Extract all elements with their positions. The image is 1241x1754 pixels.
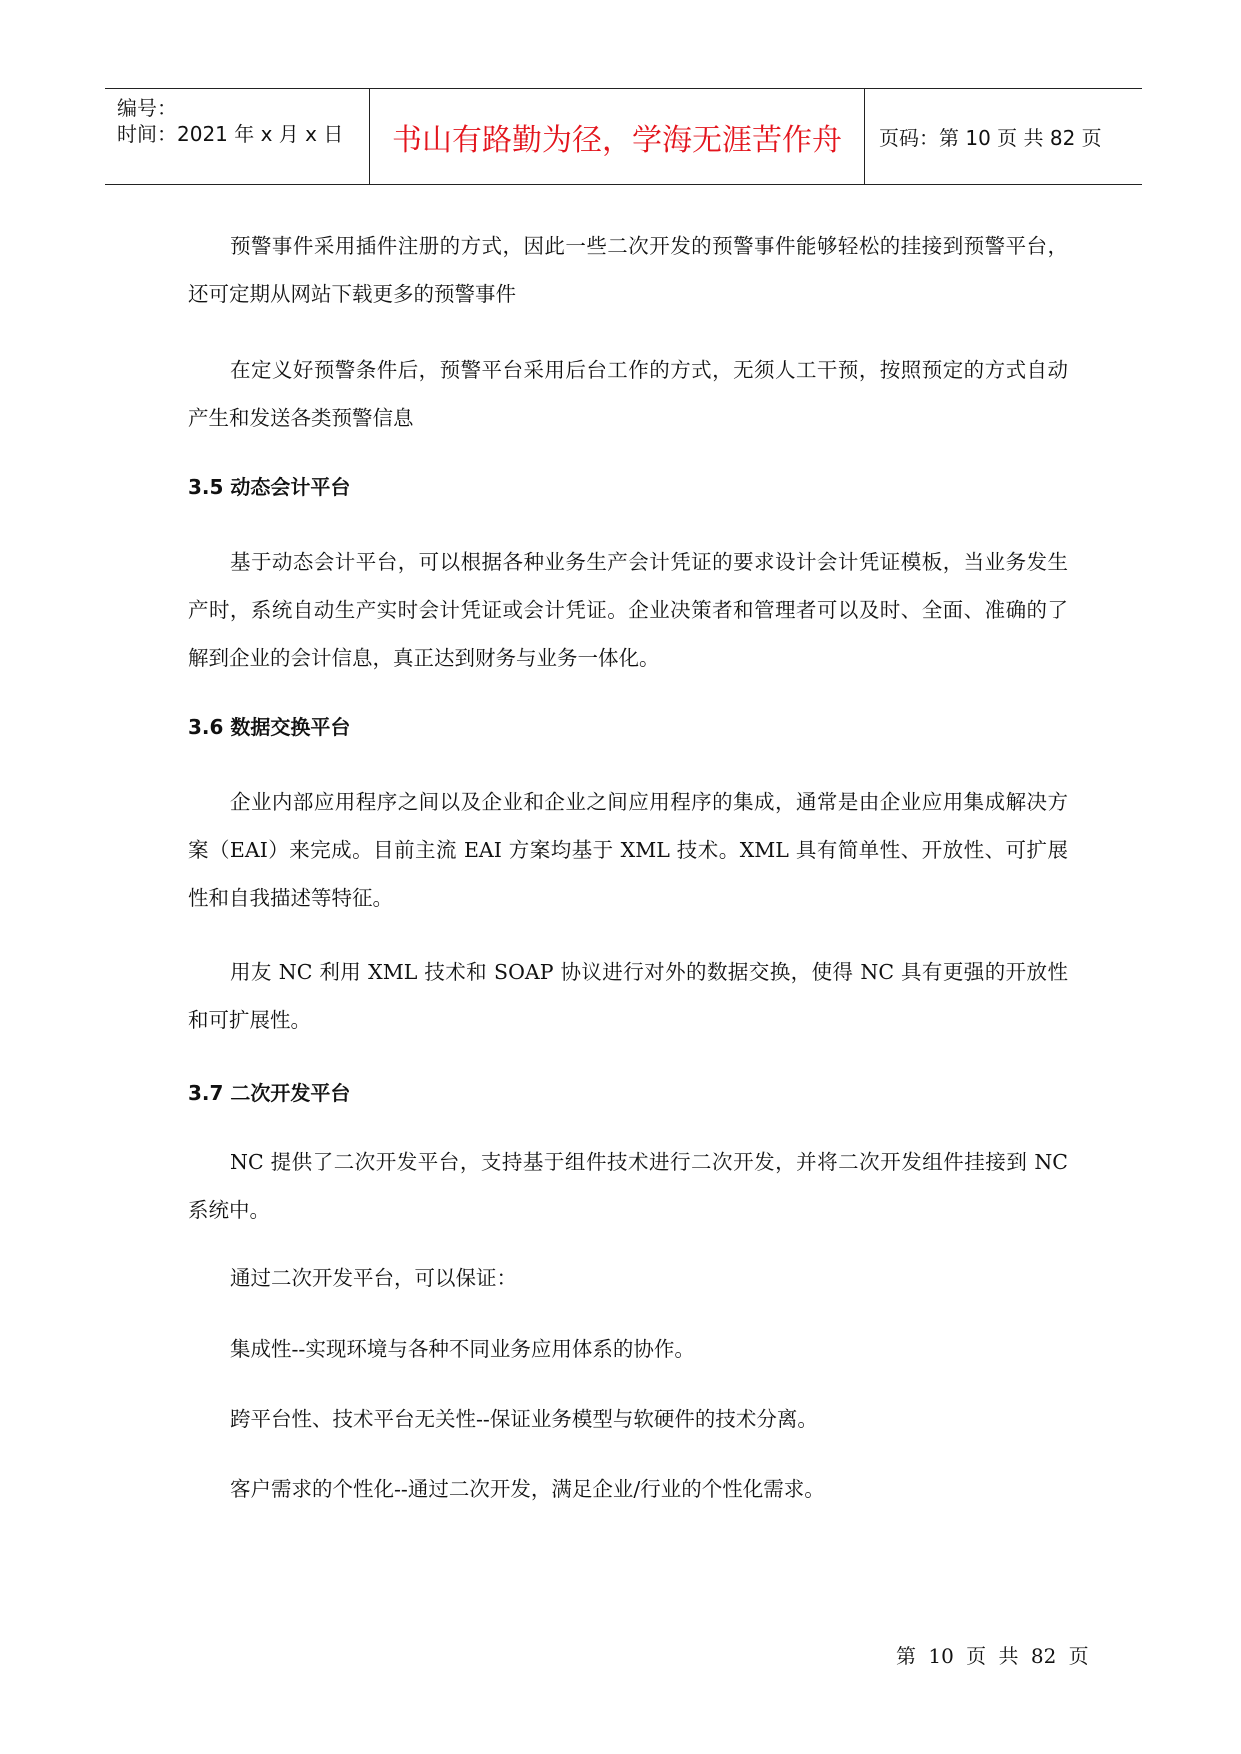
list-item-integration: 集成性--实现环境与各种不同业务应用体系的协作。 — [230, 1337, 695, 1361]
document-time-label: 时间：2021 年 x 月 x 日 — [117, 122, 344, 146]
paragraph-eai-integration: 企业内部应用程序之间以及企业和企业之间应用程序的集成，通常是由企业应用集成解决方案（EAI）来完成。目前主流 EAI 方案均基于 XML 技术。XML 具有简单性、开放性、可扩展性和自我描述等特征。 — [188, 790, 1068, 910]
header-page-info — [865, 89, 1142, 184]
header-motto — [370, 89, 865, 184]
list-item-guarantee-intro: 通过二次开发平台，可以保证： — [230, 1266, 517, 1290]
list-item-cross-platform: 跨平台性、技术平台无关性--保证业务模型与软硬件的技术分离。 — [230, 1407, 818, 1431]
page-footer-number: 第 10 页 共 82 页 — [896, 1644, 1089, 1668]
paragraph-dynamic-accounting: 基于动态会计平台，可以根据各种业务生产会计凭证的要求设计会计凭证模板，当业务发生产时，系统自动生产实时会计凭证或会计凭证。企业决策者和管理者可以及时、全面、准确的了解到企业的会计信息，真正达到财务与业务一体化。 — [188, 550, 1068, 670]
paragraph-warning-plugin: 预警事件采用插件注册的方式，因此一些二次开发的预警事件能够轻松的挂接到预警平台，还可定期从网站下载更多的预警事件 — [188, 234, 1068, 306]
section-heading-3-6: 3.6 数据交换平台 — [188, 715, 351, 739]
paragraph-xml-soap: 用友 NC 利用 XML 技术和 SOAP 协议进行对外的数据交换，使得 NC 具有更强的开放性和可扩展性。 — [188, 960, 1068, 1032]
document-number-label: 编号： — [117, 96, 177, 120]
list-item-personalization: 客户需求的个性化--通过二次开发，满足企业/行业的个性化需求。 — [230, 1477, 825, 1501]
section-heading-3-5: 3.5 动态会计平台 — [188, 475, 351, 499]
section-heading-3-7: 3.7 二次开发平台 — [188, 1081, 351, 1105]
motto-text: 书山有路勤为径，学海无涯苦作舟 — [392, 122, 842, 158]
page-header — [105, 88, 1142, 185]
page-info-text: 页码：第 10 页 共 82 页 — [879, 126, 1102, 150]
header-meta — [105, 89, 370, 184]
paragraph-warning-background: 在定义好预警条件后，预警平台采用后台工作的方式，无须人工干预，按照预定的方式自动产生和发送各类预警信息 — [188, 358, 1068, 430]
paragraph-secondary-dev: NC 提供了二次开发平台，支持基于组件技术进行二次开发，并将二次开发组件挂接到 NC 系统中。 — [188, 1150, 1068, 1222]
